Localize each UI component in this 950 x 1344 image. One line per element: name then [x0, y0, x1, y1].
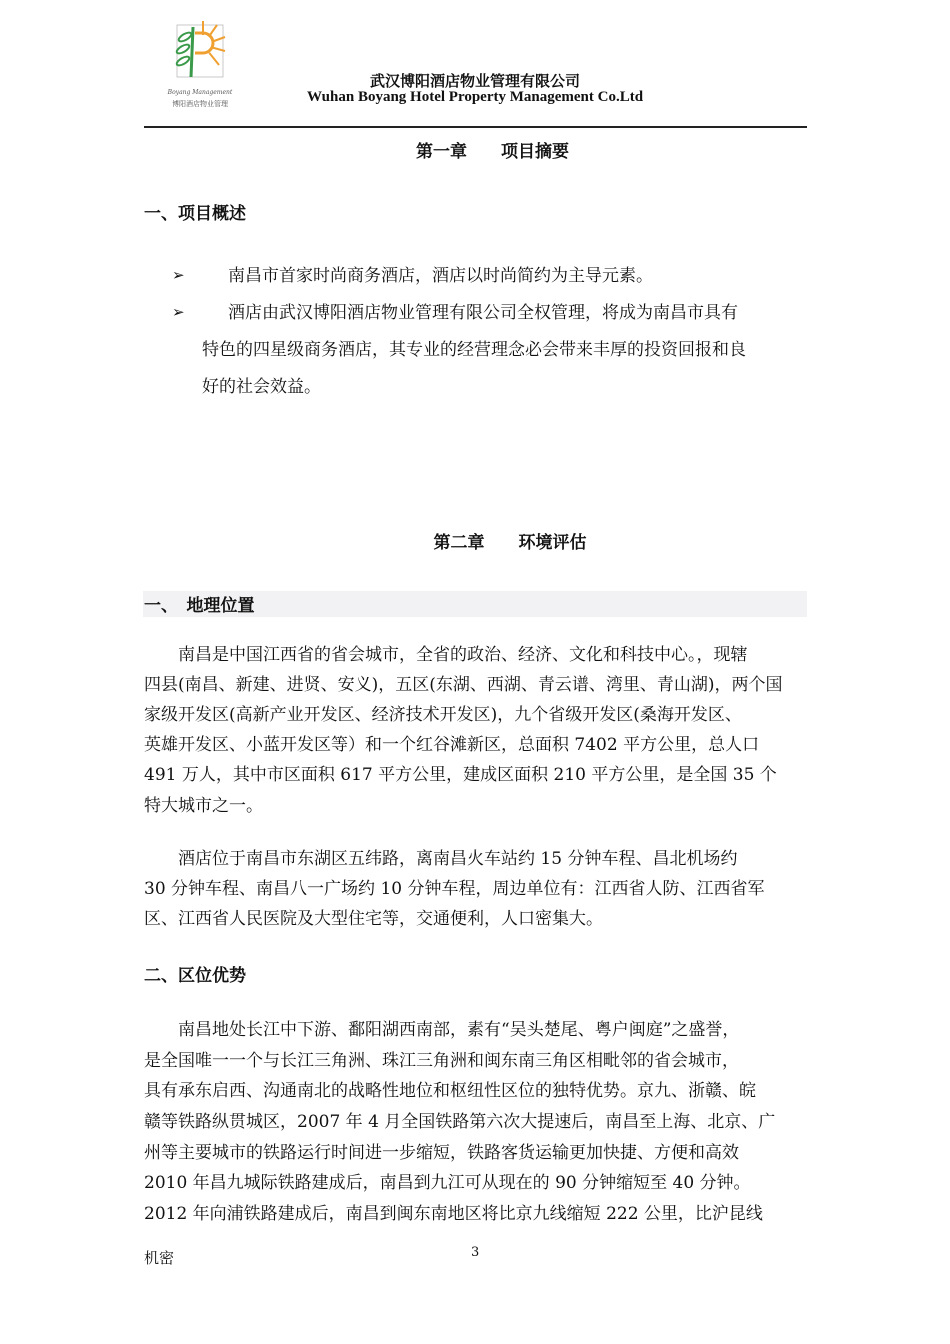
- company-name-cn: 武汉博阳酒店物业管理有限公司: [369, 72, 580, 90]
- footer-confidential: 机密: [144, 1249, 175, 1267]
- bullet-text: 南昌市首家时尚商务酒店，酒店以时尚简约为主导元素。: [228, 266, 653, 286]
- bullet-text: 酒店由武汉博阳酒店物业管理有限公司全权管理，将成为南昌市具有: [228, 303, 738, 323]
- document-page: Boyang Management 博阳酒店物业管理 武汉博阳酒店物业管理有限公司 Wuhan Boyang Hotel Property Management Co.Ltd 第一章 项目摘要 一、项目概述 ➢ 南昌市首家时尚商务酒店，酒店以时尚简约为主导元素。 ➢ 酒店由武汉博阳酒店物业管理有限公司全权管理，将成为南昌市具有 特色的四星级商务酒店，其专业的经营理念必会带来丰厚的投资回报和良 好的社会效益。 第二章 环境评估 一、 地理位置 南昌是中国江西省的省会城市，全省的政治、经济、文化和科技中心。，现辖 四县(南昌、新建、进贤、安义)，五区(东湖、西湖、青云谱、湾里、青山湖)，两个国 家级开发区(高新产业开发区、经济技术开发区)，九个省级开发区(桑海开发区、 英雄开发区、小蓝开发区等）和一个红谷滩新区，总面积 7402 平方公里，总人口 491 万人，其中市区面积 617 平方公里，建成区面积 210 平方公里，是全国 35 个 特大城市之一。 酒店位于南昌市东湖区五纬路，离南昌火车站约 15 分钟车程、昌北机场约 30 分钟车程、南昌八一广场约 10 分钟车程，周边单位有：江西省人防、江西省军 区、江西省人民医院及大型住宅等，交通便利，人口密集大。 二、区位优势 南昌地处长江中下游、鄱阳湖西南部，素有“吴头楚尾、粤户闽庭”之盛誉， 是全国唯一一个与长江三角洲、珠江三角洲和闽东南三角区相毗邻的省会城市， 具有承东启西、沟通南北的战略性地位和枢纽性区位的独特优势。京九、浙赣、皖 赣等铁路纵贯城区，2007 年 4 月全国铁路第六次大提速后，南昌至上海、北京、广 州等主要城市的铁路运行时间进一步缩短，铁路客货运输更加快捷、方便和高效 2010 年昌九城际铁路建成后，南昌到九江可从现在的 90 分钟缩短至 40 分钟。 2012 年向浦铁路建成后，南昌到闽东南地区将比京九线缩短 222 公里，比沪昆线 机密 3: [0, 0, 950, 1344]
- company-logo: Boyang Management 博阳酒店物业管理: [165, 15, 235, 105]
- section-title: 一、 地理位置: [144, 596, 255, 616]
- page-number: 3: [471, 1245, 480, 1260]
- chapter2-title: 第二章 环境评估: [433, 533, 587, 553]
- bullet-text: 好的社会效益。: [202, 377, 321, 397]
- section-title: 一、项目概述: [144, 204, 246, 224]
- bullet-icon: ➢: [172, 303, 185, 321]
- chapter1-title: 第一章 项目摘要: [416, 142, 569, 162]
- header-rule: [144, 126, 807, 128]
- bullet-text: 特色的四星级商务酒店，其专业的经营理念必会带来丰厚的投资回报和良: [202, 340, 746, 360]
- section-title: 二、区位优势: [144, 966, 246, 986]
- bullet-icon: ➢: [172, 266, 185, 284]
- company-name-en: Wuhan Boyang Hotel Property Management Co.Ltd: [306, 89, 644, 105]
